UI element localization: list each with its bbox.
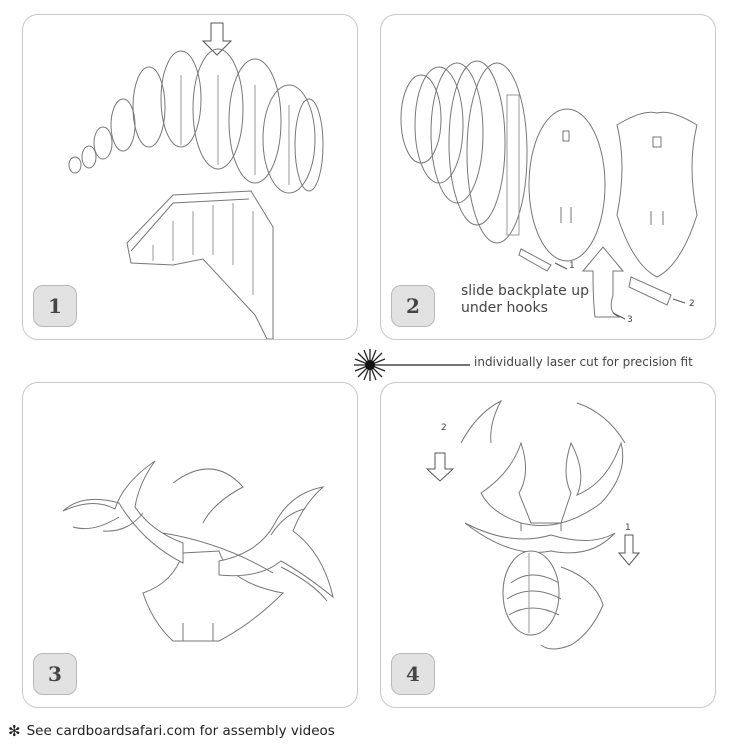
arrow-label-2: 2 [689,299,695,309]
step-1-panel [22,14,358,340]
footer [8,722,335,740]
step-4-panel [380,382,716,708]
laser-note-row [346,345,716,385]
arrow-label-1: 1 [569,261,575,271]
arrow-label-1: 1 [625,523,631,533]
laser-note-text: individually laser cut for precision fit [474,355,693,369]
step-2-note: slide backplate up under hooks [461,283,589,316]
step-3-panel [22,382,358,708]
footer-text: See cardboardsafari.com for assembly videos [26,723,335,739]
step-3-badge: 3 [33,653,77,695]
arrow-label-3: 3 [627,315,633,325]
laser-burst-icon [346,345,476,385]
step-2-panel [380,14,716,340]
step-1-badge: 1 [33,285,77,327]
step-4-badge: 4 [391,653,435,695]
arrow-label-2: 2 [441,423,447,433]
step-2-badge: 2 [391,285,435,327]
asterisk-icon: ✻ [8,722,21,740]
